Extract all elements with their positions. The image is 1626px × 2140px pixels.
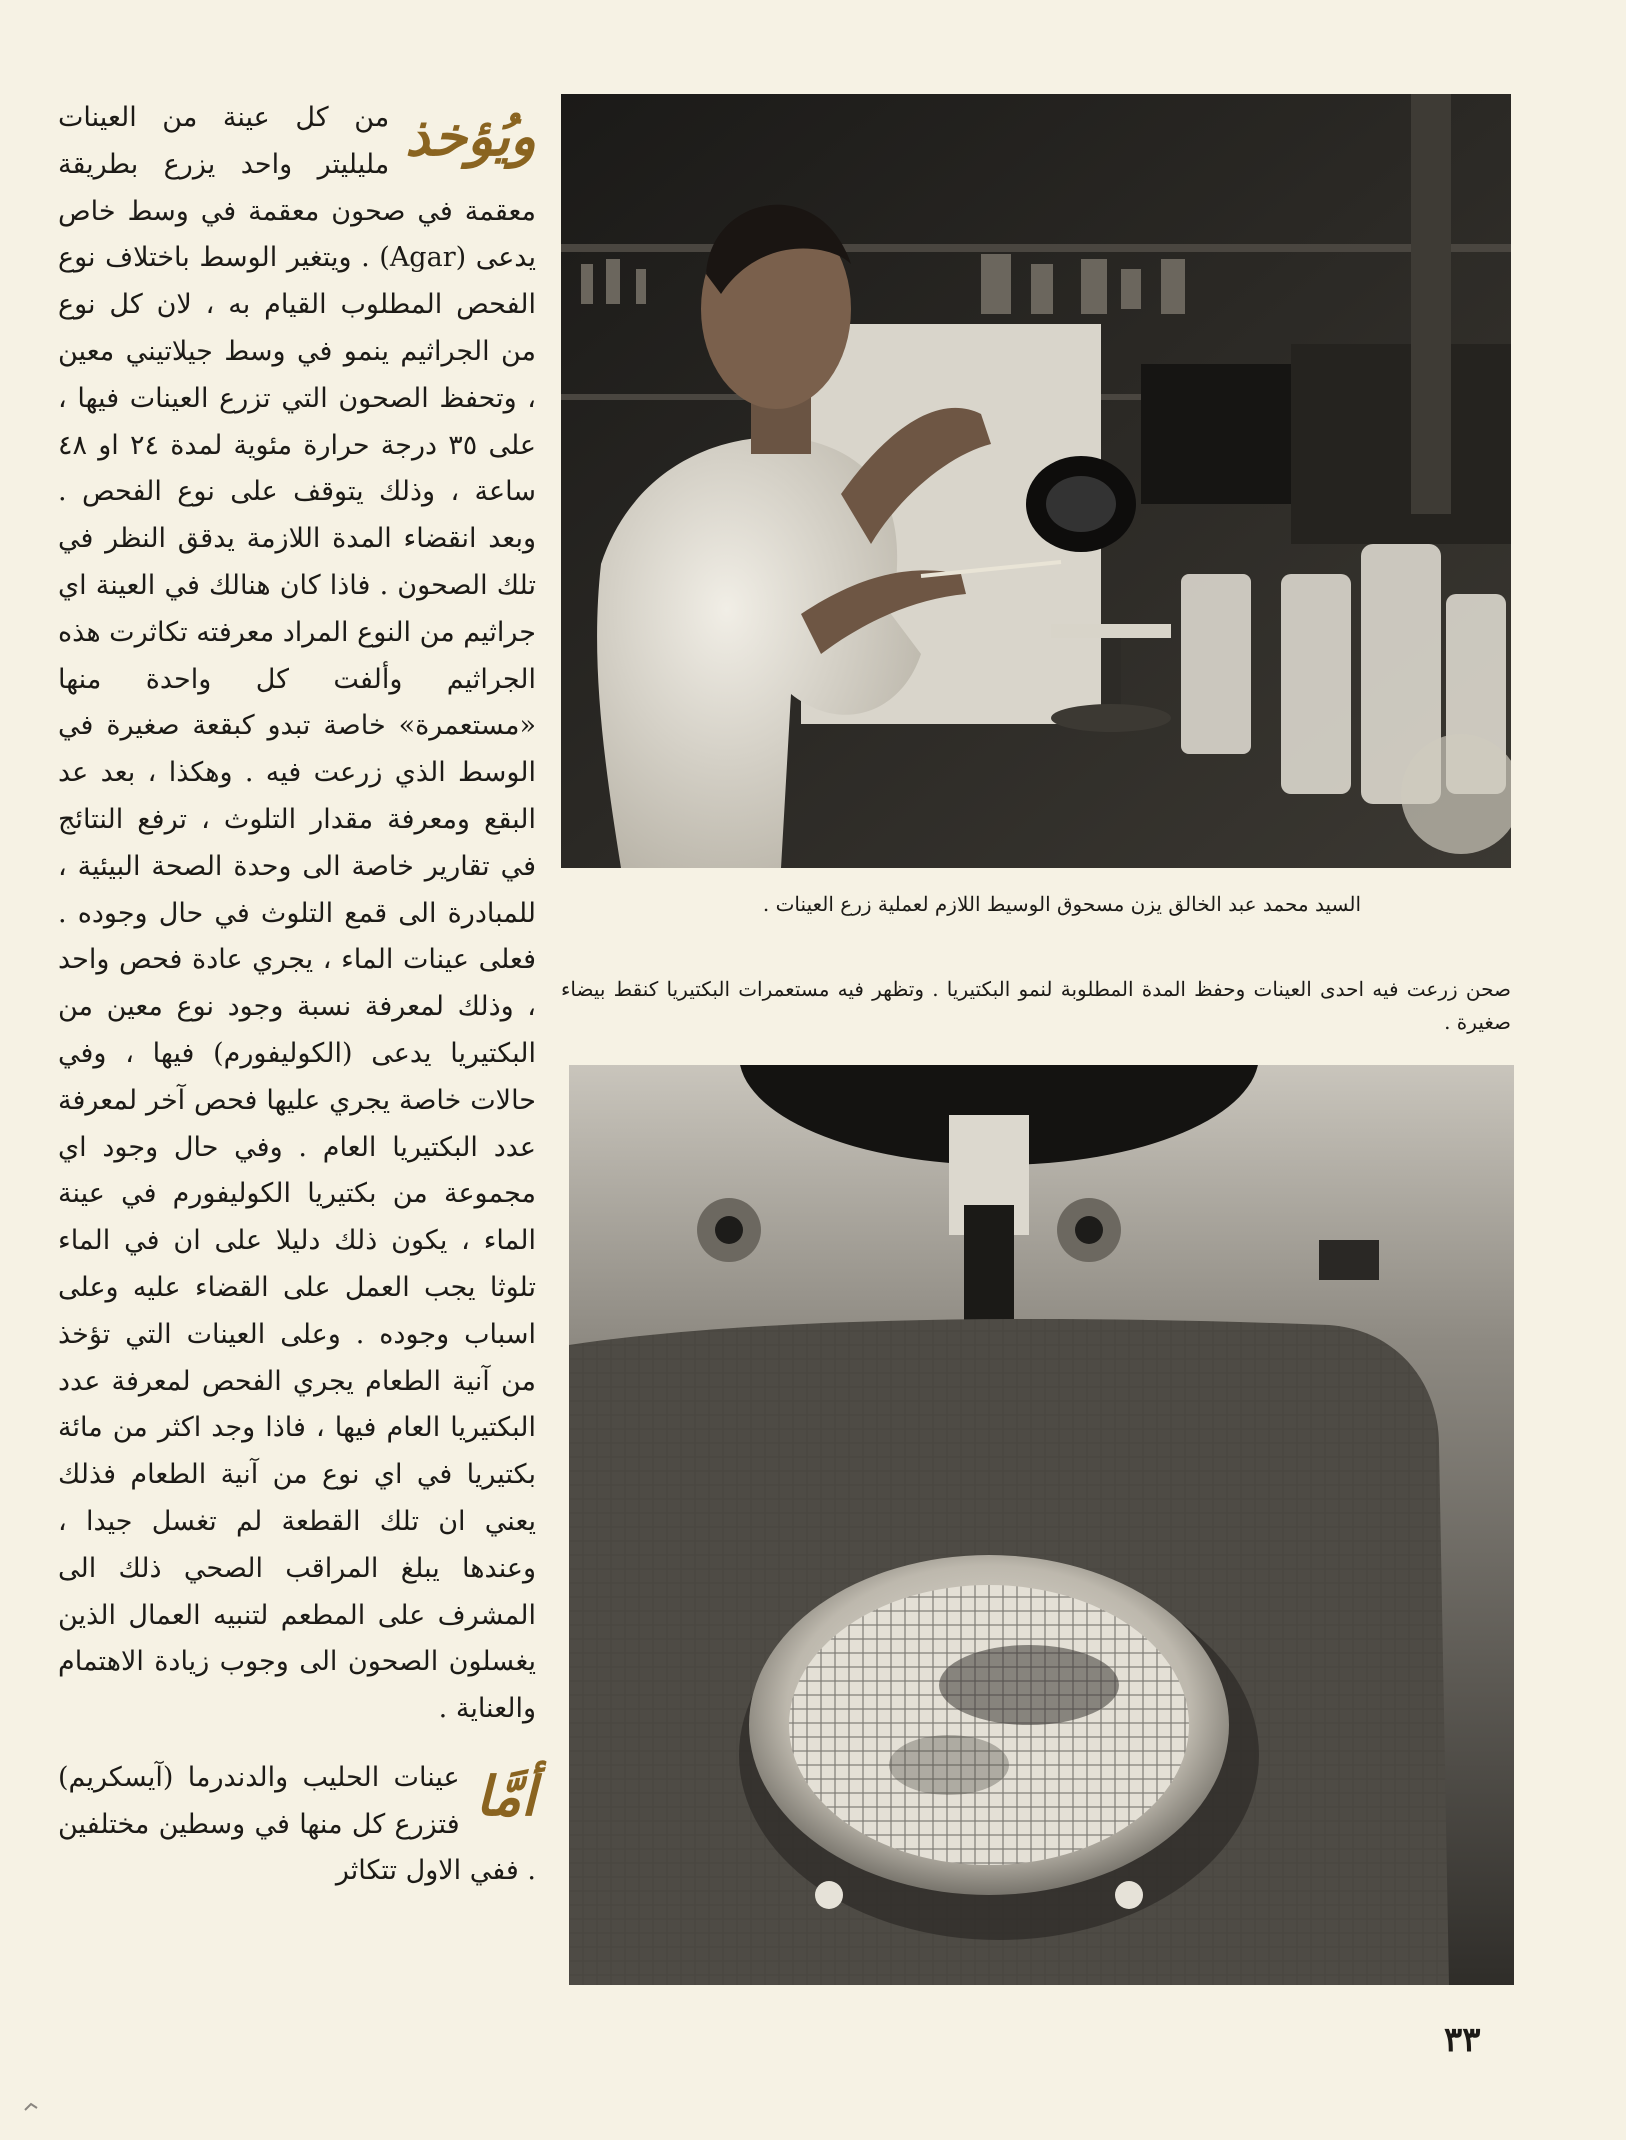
photo-petri-dish [569, 1065, 1514, 1985]
article-paragraph-1 [58, 95, 536, 1733]
decorative-initial-word-2: أمَّا [475, 1763, 536, 1828]
photo-lab-technician [561, 94, 1511, 868]
paragraph-2-text: عينات الحليب والدندرما (آيسكريم) فتزرع كل منها في وسطين مختلفين . ففي الاول تتكاثر [58, 1761, 536, 1887]
decorative-initial-word: ويُؤخذ [405, 104, 536, 168]
bottom-photo-caption: صحن زرعت فيه احدى العينات وحفظ المدة المطلوبة لنمو البكتيريا . وتظهر فيه مستعمرات البكتيريا كنقط بيضاء صغيرة . [561, 977, 1511, 1034]
page-number: ٣٣ [1444, 2020, 1481, 2060]
paragraph-1-text: من كل عينة من العينات مليليتر واحد يزرع بطريقة معقمة في صحون معقمة في وسط خاص يدعى (Agar) . ويتغير الوسط باختلاف نوع الفحص المطلوب القيام به ، لان كل نوع من الجراثيم ينمو في وسط جيلاتيني معين ، وتحفظ الصحون التي تزرع العينات فيها ، على ٣٥ درجة حرارة مئوية لمدة ٢٤ او ٤٨ ساعة ، وذلك يتوقف على نوع الفحص . وبعد انقضاء المدة اللازمة يدقق النظر في تلك الصحون . فاذا كان هنالك في العينة اي جراثيم من النوع المراد معرفته تكاثرت هذه الجراثيم وألفت كل واحدة منها «مستعمرة» خاصة تبدو كبقعة صغيرة في الوسط الذي زرعت فيه . وهكذا ، بعد عد البقع ومعرفة مقدار التلوث ، ترفع النتائج في تقارير خاصة الى وحدة الصحة البيئية ، للمبادرة الى قمع التلوث في حال وجوده . فعلى عينات الماء ، يجري عادة فحص واحد ، وذلك لمعرفة نسبة وجود نوع معين من البكتيريا يدعى (الكوليفورم) فيها ، وفي حالات خاصة يجري عليها فحص آخر لمعرفة عدد البكتيريا العام . وفي حال وجود اي مجموعة من بكتيريا الكوليفورم في عينة الماء ، يكون ذلك دليلا على ان في الماء تلوثا يجب العمل على القضاء عليه وعلى اسباب وجوده . وعلى العينات التي تؤخذ من آنية الطعام يجري الفحص لمعرفة عدد البكتيريا العام فيها ، فاذا وجد اكثر من مائة بكتيريا في اي نوع من آنية الطعام فذلك يعني ان تلك القطعة لم تغسل جيدا ، وعندها يبلغ المراقب الصحي ذلك الى المشرف على المطعم لتنبيه العمال الذين يغسلون الصحون الى وجوب زيادة الاهتمام والعناية . [58, 102, 536, 1725]
lab-technician-illustration [561, 94, 1511, 868]
petri-dish-illustration [569, 1065, 1514, 1985]
article-column [58, 95, 536, 1895]
article-paragraph-2 [58, 1755, 536, 1895]
top-photo-caption: السيد محمد عبد الخالق يزن مسحوق الوسيط اللازم لعملية زرع العينات . [762, 892, 1361, 916]
corner-speck-icon [24, 2102, 38, 2112]
